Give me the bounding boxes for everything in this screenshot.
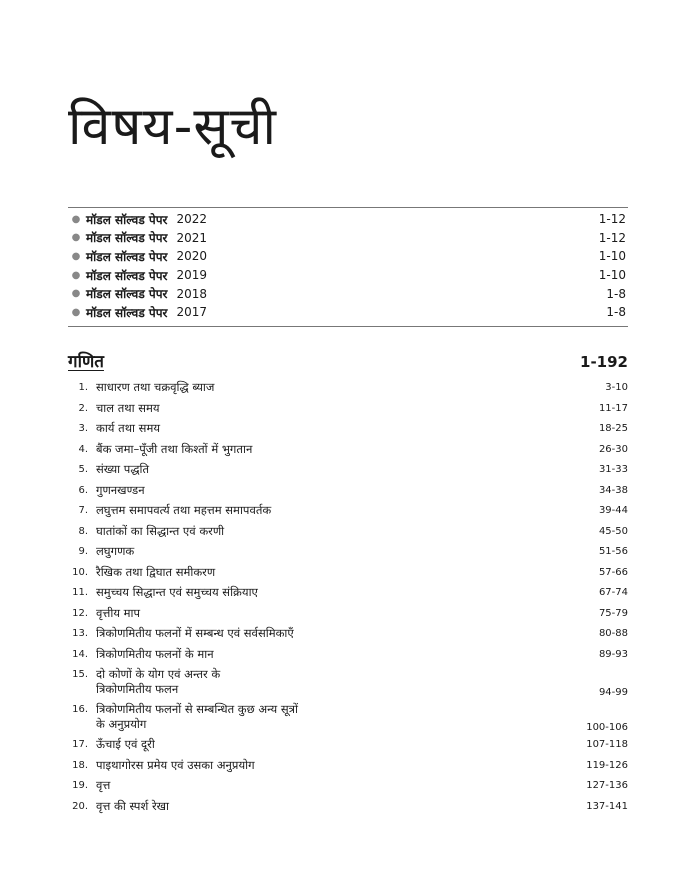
chapter-number: 8. (78, 525, 88, 537)
bullet-icon: ● (71, 306, 81, 318)
chapter-title: गुणनखण्डन (96, 482, 145, 497)
paper-pages: 1-8 (606, 286, 626, 301)
bullet-icon: ● (71, 288, 81, 300)
chapter-number: 6. (78, 484, 88, 496)
chapter-title: घातांकों का सिद्धान्त एवं करणी (96, 523, 225, 538)
chapter-number: 20. (72, 800, 88, 812)
chapter-title: त्रिकोणमितीय फलनों में सम्बन्ध एवं सर्वसमिकाएँ (96, 626, 294, 640)
chapter-number: 4. (78, 443, 88, 455)
chapter-pages: 100-106 (586, 722, 628, 733)
chapter-title: कार्य तथा समय (96, 421, 160, 435)
chapter-title: वृत्तीय माप (96, 605, 141, 620)
chapter-pages: 127-136 (586, 780, 628, 791)
paper-year: 2019 (176, 268, 208, 283)
chapter-pages: 119-126 (586, 759, 628, 771)
chapter-row[interactable] (68, 421, 628, 442)
chapter-pages: 94-99 (598, 687, 628, 698)
chapter-title: संख्या पद्धति (96, 462, 150, 476)
chapter-title: रैखिक तथा द्विघात समीकरण (96, 564, 216, 579)
chapter-row[interactable] (68, 585, 628, 606)
chapter-row[interactable] (68, 737, 628, 758)
chapter-row[interactable] (68, 778, 628, 799)
paper-year: 2022 (176, 212, 208, 227)
chapter-row[interactable] (68, 647, 628, 668)
bullet-icon: ● (71, 269, 81, 281)
chapter-row[interactable] (68, 462, 628, 483)
bullet-icon: ● (71, 250, 81, 262)
chapter-pages: 51-56 (598, 546, 628, 557)
paper-year: 2021 (176, 230, 208, 245)
chapter-number: 17. (72, 739, 88, 750)
chapter-row[interactable] (68, 667, 628, 702)
chapter-row[interactable] (68, 626, 628, 647)
chapter-number: 5. (78, 464, 88, 475)
section-range: 1-192 (580, 353, 628, 371)
paper-row[interactable] (68, 266, 628, 285)
paper-row[interactable] (68, 303, 628, 322)
chapter-title: समुच्चय सिद्धान्त एवं समुच्चय संक्रियाए (96, 585, 258, 599)
chapter-pages: 75-79 (598, 607, 628, 619)
chapter-row[interactable] (68, 401, 628, 422)
chapter-number: 11. (72, 587, 88, 598)
chapter-row[interactable] (68, 799, 628, 820)
chapter-number: 16. (72, 704, 88, 715)
chapter-row[interactable] (68, 442, 628, 463)
paper-name: मॉडल सॉल्वड पेपर (86, 249, 168, 264)
bullet-icon: ● (71, 232, 81, 244)
chapter-title: त्रिकोणमितीय फलनों से सम्बन्धित कुछ अन्य सूत्रों के अनुप्रयोग (96, 702, 298, 731)
solved-papers-list (68, 207, 628, 327)
chapter-pages: 31-33 (598, 464, 628, 475)
chapter-number: 7. (78, 505, 88, 516)
paper-row[interactable] (68, 210, 628, 229)
chapter-row[interactable] (68, 544, 628, 565)
paper-name: मॉडल सॉल्वड पेपर (86, 212, 168, 227)
paper-row[interactable] (68, 284, 628, 303)
chapter-row[interactable] (68, 702, 628, 737)
chapter-row[interactable] (68, 606, 628, 627)
chapter-title: वृत्त (96, 778, 111, 792)
chapter-pages: 89-93 (598, 648, 628, 660)
chapter-pages: 11-17 (598, 402, 628, 414)
chapter-pages: 26-30 (598, 443, 628, 455)
paper-pages: 1-10 (598, 268, 626, 283)
chapter-row[interactable] (68, 758, 628, 779)
chapter-pages: 3-10 (605, 382, 628, 393)
chapter-pages: 39-44 (598, 505, 628, 516)
chapter-title: वृत्त की स्पर्श रेखा (96, 798, 170, 813)
paper-name: मॉडल सॉल्वड पेपर (86, 305, 168, 320)
paper-year: 2017 (176, 305, 208, 320)
chapter-pages: 34-38 (598, 484, 628, 496)
chapter-number: 18. (72, 759, 88, 771)
chapter-number: 2. (78, 402, 88, 414)
chapter-number: 13. (72, 628, 88, 639)
paper-row[interactable] (68, 229, 628, 248)
chapter-number: 12. (72, 607, 88, 619)
section-header (68, 349, 628, 372)
chapter-row[interactable] (68, 524, 628, 545)
chapter-pages: 80-88 (598, 628, 628, 639)
chapter-pages: 67-74 (598, 587, 628, 598)
chapter-pages: 137-141 (586, 800, 628, 812)
chapter-row[interactable] (68, 483, 628, 504)
chapter-pages: 57-66 (598, 566, 628, 578)
chapter-title: साधारण तथा चक्रवृद्धि ब्याज (96, 380, 215, 394)
paper-row[interactable] (68, 247, 628, 266)
chapter-number: 3. (78, 423, 88, 434)
chapter-number: 10. (72, 566, 88, 578)
chapter-title: लघुगणक (96, 544, 135, 558)
paper-pages: 1-10 (598, 249, 626, 264)
paper-name: मॉडल सॉल्वड पेपर (86, 268, 168, 283)
chapter-title: त्रिकोणमितीय फलनों के मान (96, 646, 214, 661)
chapter-title: दो कोणों के योग एवं अन्तर के त्रिकोणमितीय फलन (96, 667, 221, 696)
paper-pages: 1-12 (598, 230, 626, 245)
chapter-title: पाइथागोरस प्रमेय एवं उसका अनुप्रयोग (96, 757, 255, 772)
paper-year: 2020 (176, 249, 208, 264)
chapter-list (68, 380, 628, 819)
chapter-title: ऊँचाई एवं दूरी (96, 737, 155, 751)
page-title: विषय-सूची (68, 97, 277, 157)
bullet-icon: ● (71, 213, 81, 225)
chapter-title: चाल तथा समय (96, 400, 160, 415)
chapter-number: 14. (72, 648, 88, 660)
paper-year: 2018 (176, 286, 208, 301)
chapter-number: 19. (72, 780, 88, 791)
chapter-number: 15. (72, 669, 88, 680)
paper-name: मॉडल सॉल्वड पेपर (86, 231, 168, 246)
chapter-title: बैंक जमा–पूँजी तथा किश्तों में भुगतान (96, 441, 253, 456)
chapter-row[interactable] (68, 503, 628, 524)
section-title: गणित (68, 352, 104, 372)
chapter-pages: 18-25 (598, 423, 628, 434)
chapter-row[interactable] (68, 380, 628, 401)
chapter-title: लघुत्तम समापवर्त्य तथा महत्तम समापवर्तक (96, 503, 272, 517)
paper-pages: 1-8 (606, 305, 626, 320)
chapter-row[interactable] (68, 565, 628, 586)
paper-name: मॉडल सॉल्वड पेपर (86, 287, 168, 302)
paper-pages: 1-12 (598, 212, 626, 227)
chapter-number: 1. (78, 382, 88, 393)
chapter-number: 9. (78, 546, 88, 557)
chapter-pages: 45-50 (598, 525, 628, 537)
chapter-pages: 107-118 (586, 739, 628, 750)
